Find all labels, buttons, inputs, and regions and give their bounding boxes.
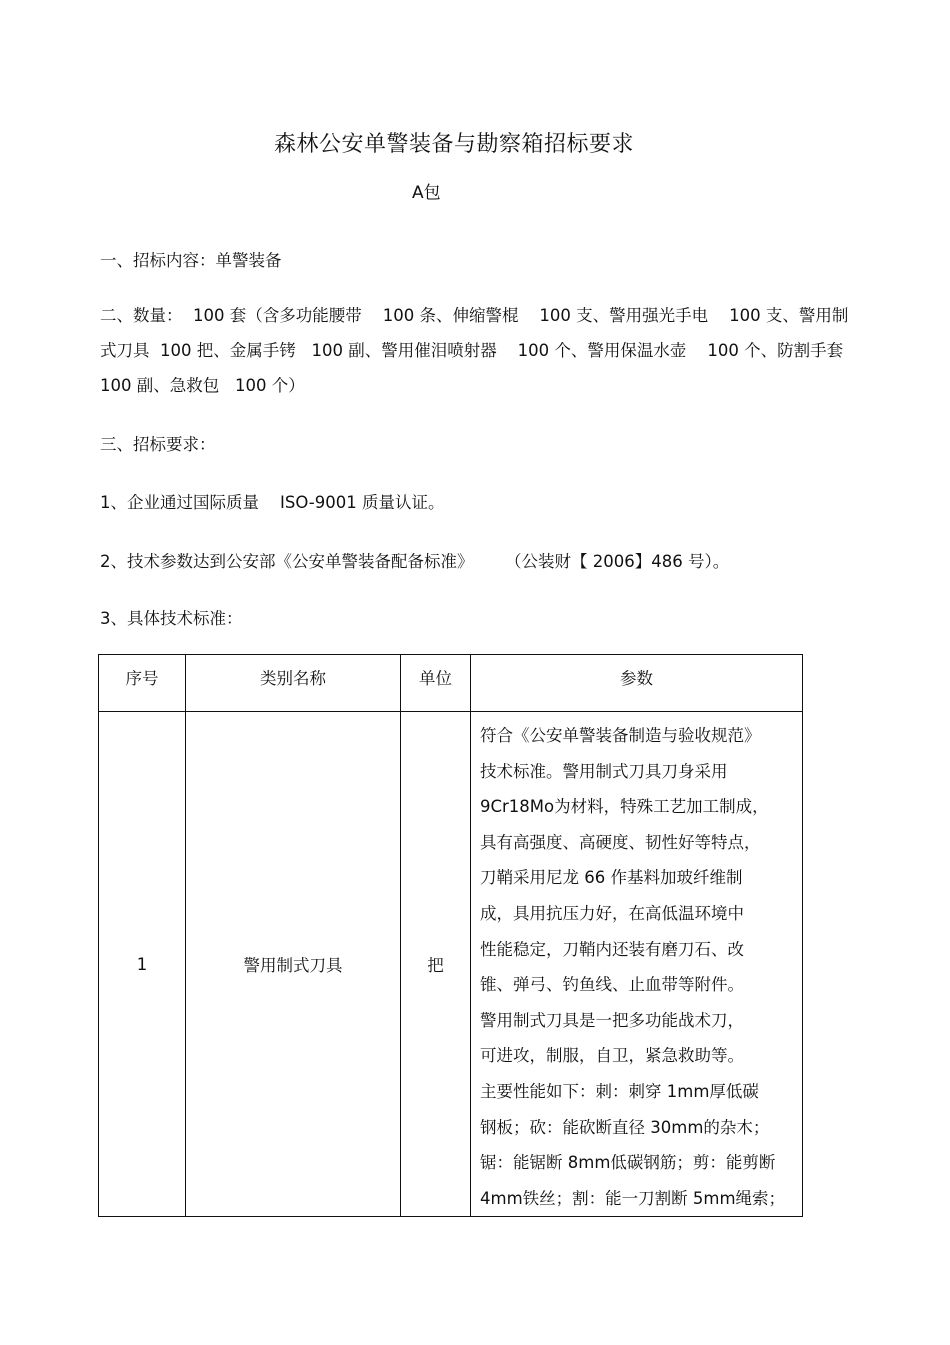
param-line: 主要性能如下：刺：刺穿 1mm厚低碳 (480, 1081, 759, 1101)
param-line: 锯：能锯断 8mm低碳钢筋；剪：能剪断 (480, 1153, 776, 1173)
section-quantity: 二、数量： 100 套（含多功能腰带 100 条、伸缩警棍 100 支、警用强光手电 100 支、警用制式刀具 100 把、金属手铐 100 副、警用催泪喷射器 100 个、警用保温水壶 100 个、防割手套 100 副、急救包 100 个） (100, 306, 854, 395)
param-line: 9Cr18Mo为材料，特殊工艺加工制成， (480, 797, 769, 817)
table-header-row (99, 655, 803, 712)
param-line: 锥、弹弓、钓鱼线、止血带等附件。 (480, 975, 744, 995)
param-line: 4mm铁丝；割：能一刀割断 5mm绳索； (480, 1188, 786, 1208)
cell-name: 警用制式刀具 (186, 712, 401, 1217)
section-contents: 一、招标内容：单警装备 (100, 251, 282, 270)
param-line: 性能稳定，刀鞘内还装有磨刀石、改 (480, 939, 744, 959)
param-line: 具有高强度、高硬度、韧性好等特点， (480, 832, 761, 852)
table-row (99, 712, 803, 1217)
param-line: 技术标准。警用制式刀具刀身采用 (480, 761, 728, 781)
param-line: 符合《公安单警装备制造与验收规范》 (480, 726, 761, 745)
cell-params (471, 712, 803, 1217)
cell-no: 1 (99, 712, 186, 1217)
param-line: 可进攻，制服，自卫，紧急救助等。 (480, 1046, 744, 1066)
spec-table (98, 654, 803, 1217)
header-unit: 单位 (401, 655, 471, 712)
document-title: 森林公安单警装备与勘察箱招标要求 (273, 132, 634, 157)
param-line: 刀鞘采用尼龙 66 作基料加玻纤维制 (480, 868, 743, 888)
header-params: 参数 (471, 655, 803, 712)
cell-unit: 把 (401, 712, 471, 1217)
header-name: 类别名称 (186, 655, 401, 712)
document-subtitle: A包 (412, 183, 441, 203)
param-line: 警用制式刀具是一把多功能战术刀， (480, 1010, 744, 1030)
param-line: 钢板；砍：能砍断直径 30mm的杂木； (480, 1117, 770, 1137)
param-line: 成，具用抗压力好，在高低温环境中 (480, 903, 744, 923)
requirement-2: 2、技术参数达到公安部《公安单警装备配备标准》 （公装财【 2006】486 号）。 (100, 552, 730, 571)
header-no: 序号 (99, 655, 186, 712)
section-requirements-heading: 三、招标要求： (100, 435, 216, 454)
requirement-1: 1、企业通过国际质量 ISO-9001 质量认证。 (100, 493, 445, 512)
requirement-3: 3、具体技术标准： (100, 609, 243, 628)
